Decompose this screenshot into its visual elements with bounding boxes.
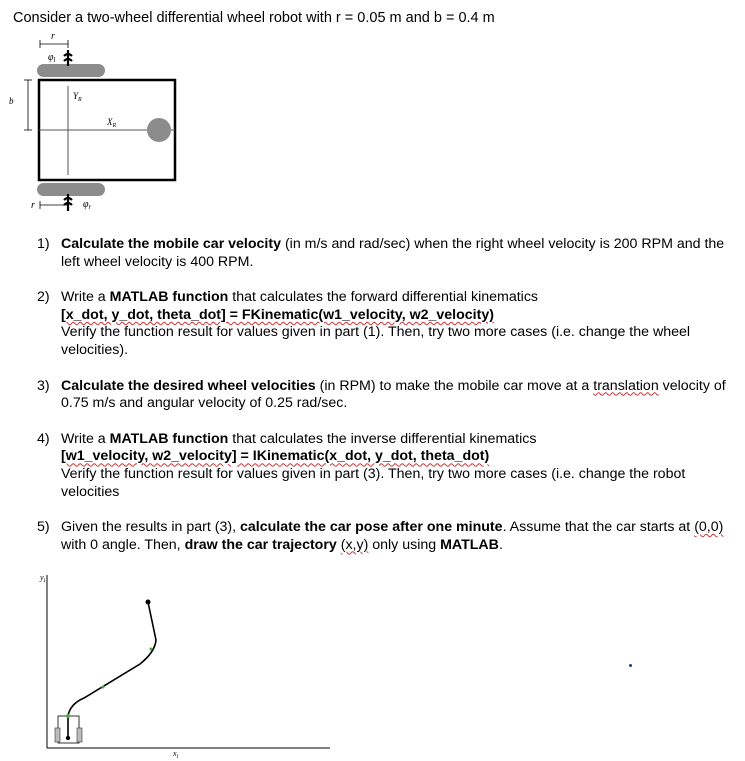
- problem-title: Consider a two-wheel differential wheel robot with r = 0.05 m and b = 0.4 m: [13, 10, 495, 26]
- phi-r-label: $\varphi_r$: [83, 199, 92, 211]
- left-wheel: [37, 64, 105, 77]
- caster-wheel: [147, 118, 171, 142]
- yr-label: $Y_R$: [73, 91, 82, 103]
- ikinematic-signature: [w1_velocity, w2_velocity] = IKinematic(x_dot, y_dot, theta_dot): [61, 448, 490, 465]
- r-label-bottom: r: [31, 200, 35, 211]
- r-label-top: r: [51, 31, 55, 42]
- plot-xlabel: $x_I$: [173, 749, 179, 760]
- robot-body: [39, 80, 175, 180]
- task-3: 3) Calculate the desired wheel velocities (in RPM) to make the mobile car move at a translation velocity of 0.75 m/s and angular velocity of 0.25 rad/sec.: [37, 377, 726, 412]
- trajectory-end: [146, 600, 151, 605]
- trajectory-path: [68, 602, 156, 738]
- task-4: 4) Write a MATLAB function that calculates the inverse differential kinematics [w1_velocity, w2_velocity] = IKinematic(x_dot, y_dot, theta_dot) Verify the function result for values given in part (3). Then, try two more cases (i.e. change the robot velocities: [37, 430, 686, 500]
- left-axle-arrow: [64, 50, 72, 66]
- plot-car-box: [58, 716, 79, 743]
- fkinematic-signature: [x_dot, y_dot, theta_dot] = FKinematic(w1_velocity, w2_velocity): [61, 306, 494, 323]
- right-axle-arrow: [64, 194, 72, 211]
- phi-l-label: $\varphi_l$: [48, 52, 56, 64]
- task-1: 1) Calculate the mobile car velocity (in m/s and rad/sec) when the right wheel velocity is 200 RPM and the left wheel velocity is 400 RPM.: [37, 236, 725, 270]
- task-5: 5) Given the results in part (3), calculate the car pose after one minute. Assume that the car starts at (0,0) with 0 angle. Then, draw the car trajectory (x,y) only using MATLAB.: [37, 519, 724, 553]
- b-label: b: [9, 96, 14, 106]
- task-2: 2) Write a MATLAB function that calculates the forward differential kinematics [x_dot, y_dot, theta_dot] = FKinematic(w1_velocity, w2_velocity) Verify the function result for values given in part (1). Then, try two more cases (i.e. change the wheel velocities).: [37, 289, 691, 358]
- plot-ylabel: $y_I$: [40, 573, 46, 584]
- task-list: [37, 236, 727, 572]
- xr-label: $X_R$: [107, 117, 117, 129]
- right-wheel: [37, 183, 105, 196]
- stray-dot: [629, 664, 632, 667]
